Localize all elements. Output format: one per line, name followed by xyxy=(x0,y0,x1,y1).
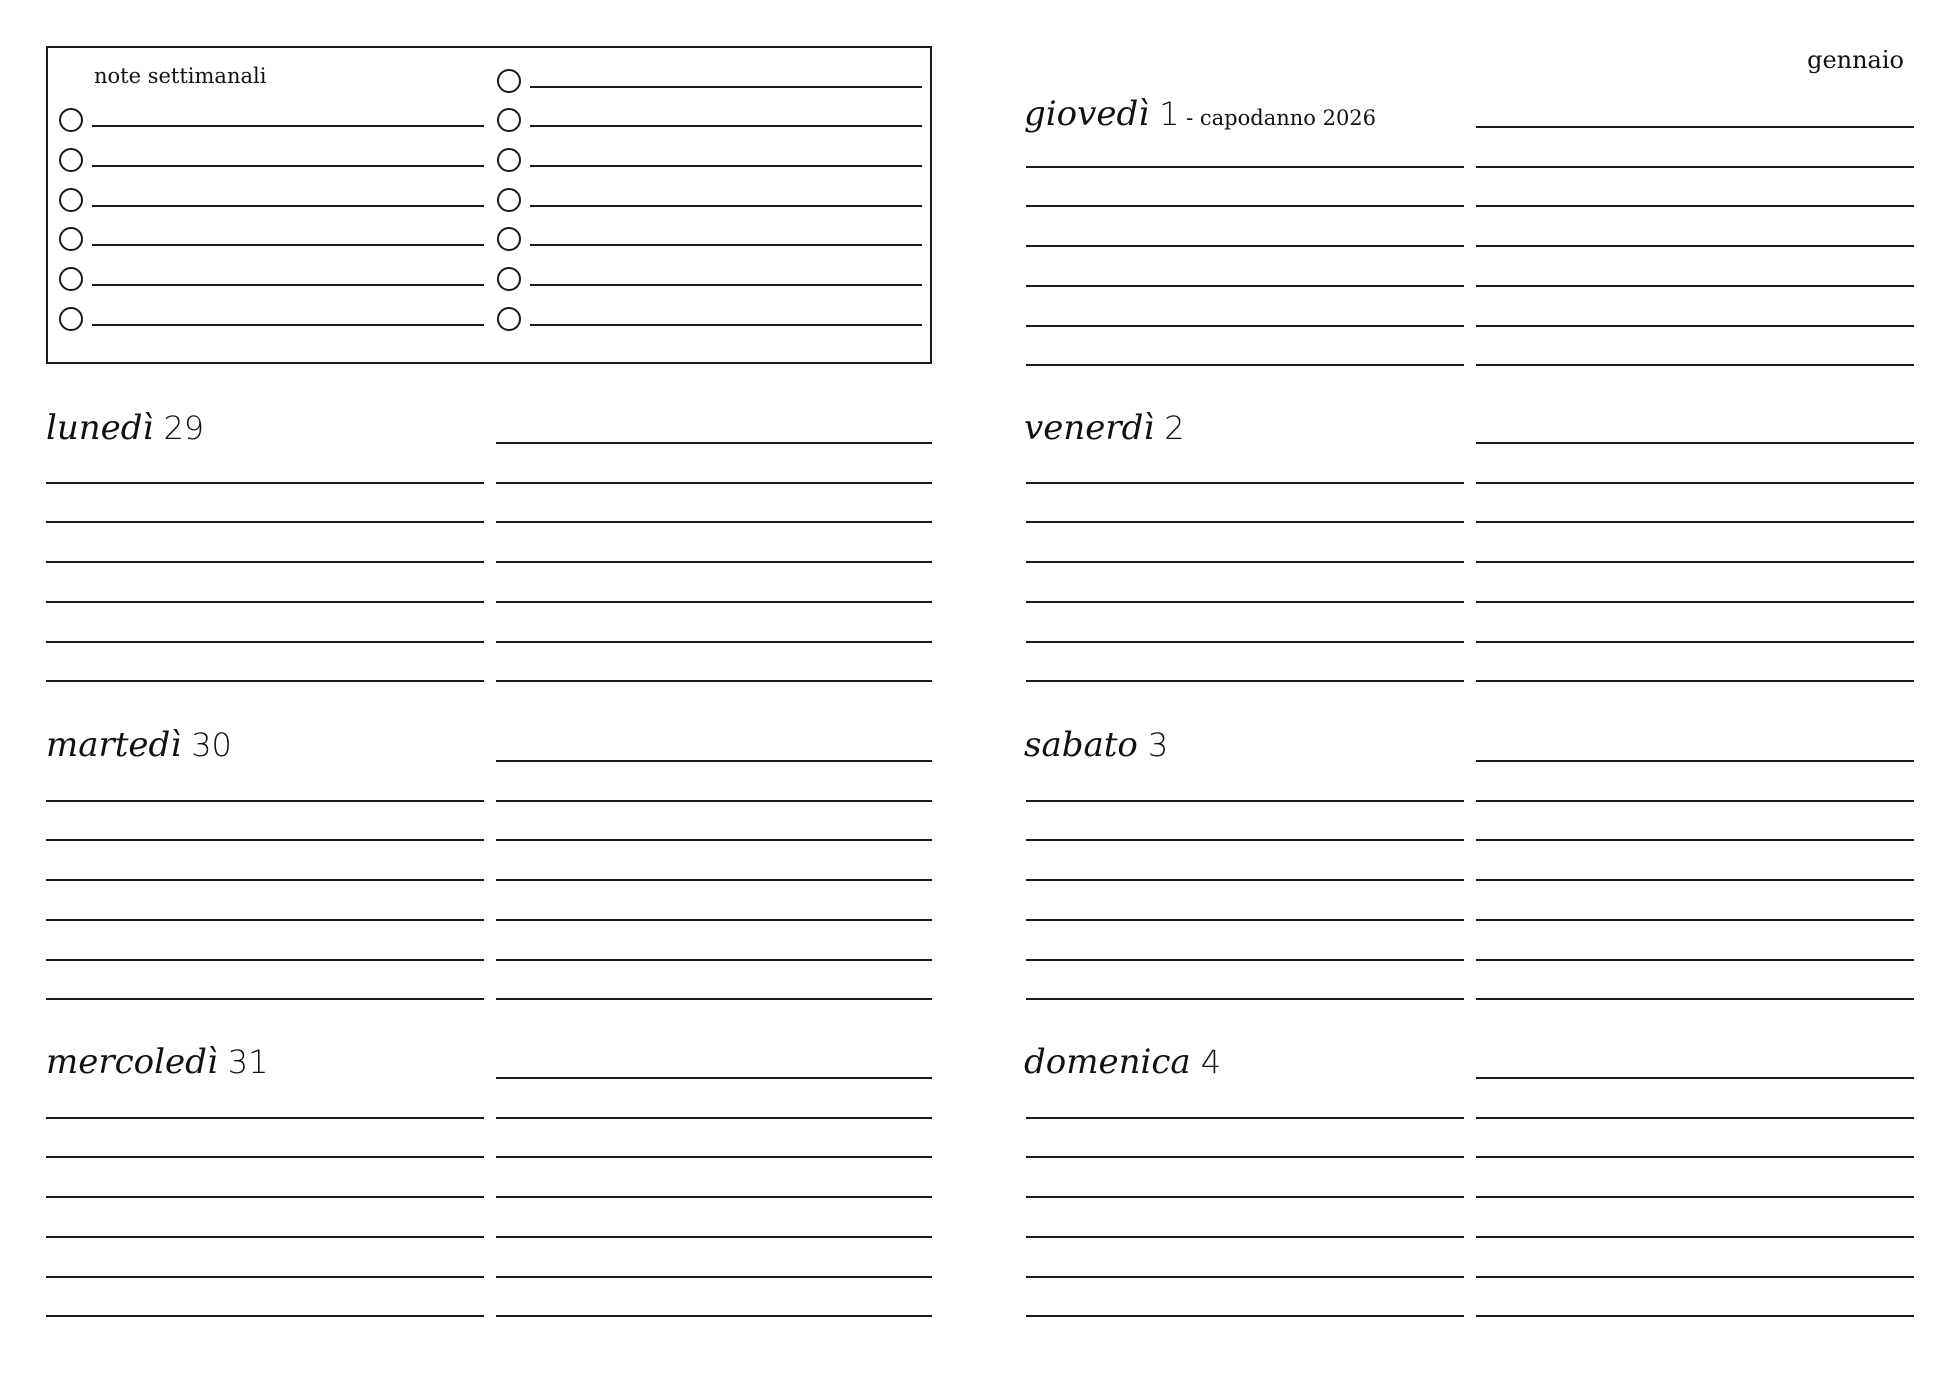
writing-line[interactable] xyxy=(46,482,484,484)
writing-line[interactable] xyxy=(1026,561,1464,563)
writing-line[interactable] xyxy=(1476,364,1914,366)
checklist-line[interactable] xyxy=(92,165,484,167)
writing-line[interactable] xyxy=(46,800,484,802)
writing-line[interactable] xyxy=(496,839,932,841)
day-name: sabato xyxy=(1024,725,1138,765)
writing-line[interactable] xyxy=(496,601,932,603)
writing-line[interactable] xyxy=(1476,919,1914,921)
writing-line[interactable] xyxy=(1026,1315,1464,1317)
writing-line[interactable] xyxy=(46,680,484,682)
writing-line[interactable] xyxy=(1026,879,1464,881)
writing-line[interactable] xyxy=(1026,166,1464,168)
day-heading-thursday xyxy=(1024,94,1376,134)
writing-line[interactable] xyxy=(1026,1236,1464,1238)
checklist-line[interactable] xyxy=(92,324,484,326)
writing-line[interactable] xyxy=(1026,325,1464,327)
writing-line[interactable] xyxy=(1026,1196,1464,1198)
checkbox-circle[interactable] xyxy=(497,188,521,212)
writing-line[interactable] xyxy=(1476,1236,1914,1238)
writing-line[interactable] xyxy=(46,1315,484,1317)
checklist-line[interactable] xyxy=(530,125,922,127)
writing-line[interactable] xyxy=(1026,1156,1464,1158)
writing-line[interactable] xyxy=(1476,1315,1914,1317)
month-label: gennaio xyxy=(1807,46,1904,74)
checklist-line[interactable] xyxy=(530,205,922,207)
checkbox-circle[interactable] xyxy=(497,148,521,172)
writing-line[interactable] xyxy=(496,760,932,762)
checklist-line[interactable] xyxy=(92,125,484,127)
checkbox-circle[interactable] xyxy=(59,188,83,212)
day-name: lunedì xyxy=(46,408,154,448)
writing-line[interactable] xyxy=(1476,325,1914,327)
day-heading-tuesday xyxy=(46,725,232,765)
writing-line[interactable] xyxy=(1476,800,1914,802)
writing-line[interactable] xyxy=(1476,1077,1914,1079)
day-number: 4 xyxy=(1200,1043,1222,1081)
writing-line[interactable] xyxy=(496,442,932,444)
day-number: 31 xyxy=(227,1043,269,1081)
writing-line[interactable] xyxy=(1026,285,1464,287)
writing-line[interactable] xyxy=(1476,205,1914,207)
writing-line[interactable] xyxy=(1476,959,1914,961)
writing-line[interactable] xyxy=(46,919,484,921)
day-number: 3 xyxy=(1147,726,1169,764)
writing-line[interactable] xyxy=(496,959,932,961)
writing-line[interactable] xyxy=(496,1315,932,1317)
writing-line[interactable] xyxy=(46,1117,484,1119)
checkbox-circle[interactable] xyxy=(59,307,83,331)
writing-line[interactable] xyxy=(1476,482,1914,484)
writing-line[interactable] xyxy=(496,561,932,563)
writing-line[interactable] xyxy=(1476,245,1914,247)
writing-line[interactable] xyxy=(496,641,932,643)
checklist-line[interactable] xyxy=(530,324,922,326)
day-name: martedì xyxy=(46,725,182,765)
writing-line[interactable] xyxy=(1476,1156,1914,1158)
writing-line[interactable] xyxy=(1476,166,1914,168)
checkbox-circle[interactable] xyxy=(497,69,521,93)
checkbox-circle[interactable] xyxy=(497,267,521,291)
checklist-line[interactable] xyxy=(530,165,922,167)
day-heading-monday xyxy=(46,408,204,448)
writing-line[interactable] xyxy=(496,800,932,802)
day-number: 2 xyxy=(1164,409,1185,447)
writing-line[interactable] xyxy=(1026,1276,1464,1278)
checkbox-circle[interactable] xyxy=(59,227,83,251)
writing-line[interactable] xyxy=(46,959,484,961)
day-heading-sunday xyxy=(1024,1042,1221,1082)
writing-line[interactable] xyxy=(46,641,484,643)
day-name: giovedì xyxy=(1024,94,1150,134)
weekly-notes-title: note settimanali xyxy=(94,64,267,88)
writing-line[interactable] xyxy=(1026,919,1464,921)
checkbox-circle[interactable] xyxy=(497,307,521,331)
day-heading-friday xyxy=(1024,408,1185,448)
writing-line[interactable] xyxy=(1476,879,1914,881)
writing-line[interactable] xyxy=(1026,839,1464,841)
checkbox-circle[interactable] xyxy=(59,267,83,291)
writing-line[interactable] xyxy=(1476,601,1914,603)
checkbox-circle[interactable] xyxy=(59,148,83,172)
checklist-line[interactable] xyxy=(530,86,922,88)
writing-line[interactable] xyxy=(1026,998,1464,1000)
writing-line[interactable] xyxy=(1476,442,1914,444)
writing-line[interactable] xyxy=(46,998,484,1000)
writing-line[interactable] xyxy=(1476,285,1914,287)
writing-line[interactable] xyxy=(46,1156,484,1158)
checklist-line[interactable] xyxy=(530,284,922,286)
writing-line[interactable] xyxy=(46,521,484,523)
writing-line[interactable] xyxy=(1476,641,1914,643)
checkbox-circle[interactable] xyxy=(497,227,521,251)
writing-line[interactable] xyxy=(496,680,932,682)
writing-line[interactable] xyxy=(496,1156,932,1158)
writing-line[interactable] xyxy=(1026,601,1464,603)
writing-line[interactable] xyxy=(46,879,484,881)
writing-line[interactable] xyxy=(46,601,484,603)
day-name: mercoledì xyxy=(46,1042,218,1082)
day-heading-wednesday xyxy=(46,1042,268,1082)
writing-line[interactable] xyxy=(1476,1196,1914,1198)
writing-line[interactable] xyxy=(496,1276,932,1278)
checklist-line[interactable] xyxy=(92,284,484,286)
writing-line[interactable] xyxy=(1026,800,1464,802)
writing-line[interactable] xyxy=(496,521,932,523)
writing-line[interactable] xyxy=(496,1117,932,1119)
day-number: 1 xyxy=(1159,95,1180,133)
writing-line[interactable] xyxy=(1476,839,1914,841)
writing-line[interactable] xyxy=(496,1236,932,1238)
writing-line[interactable] xyxy=(496,482,932,484)
writing-line[interactable] xyxy=(46,839,484,841)
writing-line[interactable] xyxy=(46,1236,484,1238)
writing-line[interactable] xyxy=(496,1196,932,1198)
checkbox-circle[interactable] xyxy=(59,108,83,132)
writing-line[interactable] xyxy=(496,1077,932,1079)
writing-line[interactable] xyxy=(46,1276,484,1278)
writing-line[interactable] xyxy=(1026,364,1464,366)
day-number: 29 xyxy=(163,409,205,447)
writing-line[interactable] xyxy=(1476,126,1914,128)
writing-line[interactable] xyxy=(1026,1117,1464,1119)
writing-line[interactable] xyxy=(496,919,932,921)
writing-line[interactable] xyxy=(46,561,484,563)
writing-line[interactable] xyxy=(1476,561,1914,563)
day-name: domenica xyxy=(1024,1042,1191,1082)
holiday-note: - capodanno 2026 xyxy=(1179,106,1377,130)
writing-line[interactable] xyxy=(496,879,932,881)
day-name: venerdì xyxy=(1024,408,1155,448)
writing-line[interactable] xyxy=(1476,680,1914,682)
day-heading-saturday xyxy=(1024,725,1168,765)
writing-line[interactable] xyxy=(1476,1276,1914,1278)
checklist-line[interactable] xyxy=(530,244,922,246)
writing-line[interactable] xyxy=(1026,680,1464,682)
writing-line[interactable] xyxy=(1476,760,1914,762)
writing-line[interactable] xyxy=(1476,998,1914,1000)
writing-line[interactable] xyxy=(1026,521,1464,523)
writing-line[interactable] xyxy=(1026,482,1464,484)
checkbox-circle[interactable] xyxy=(497,108,521,132)
writing-line[interactable] xyxy=(1026,205,1464,207)
writing-line[interactable] xyxy=(1476,1117,1914,1119)
day-number: 30 xyxy=(191,726,232,764)
writing-line[interactable] xyxy=(1026,245,1464,247)
writing-line[interactable] xyxy=(496,998,932,1000)
writing-line[interactable] xyxy=(1026,641,1464,643)
writing-line[interactable] xyxy=(1026,959,1464,961)
writing-line[interactable] xyxy=(1476,521,1914,523)
checklist-line[interactable] xyxy=(92,244,484,246)
writing-line[interactable] xyxy=(46,1196,484,1198)
checklist-line[interactable] xyxy=(92,205,484,207)
